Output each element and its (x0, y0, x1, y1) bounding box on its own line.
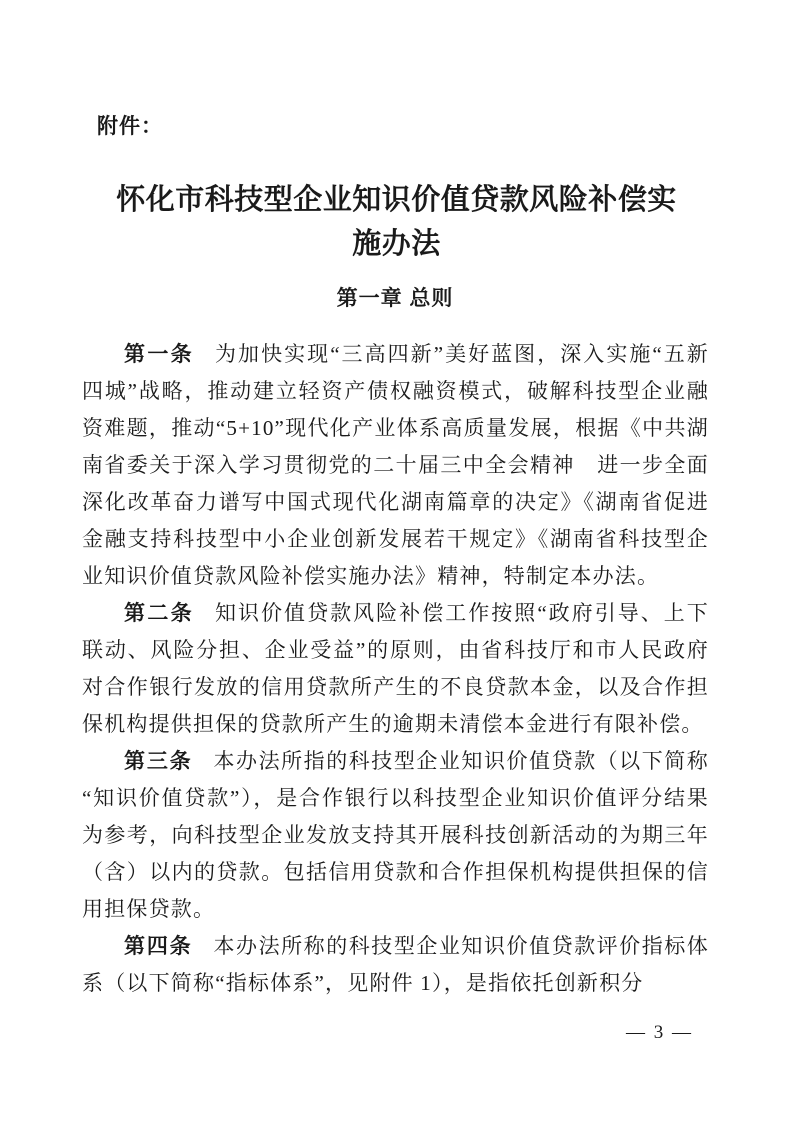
article-paragraph-2 (82, 595, 709, 743)
article-paragraph-4 (82, 928, 709, 1002)
article-1-number: 第一条 (124, 343, 195, 366)
article-2-text: 知识价值贷款风险补偿工作按照“政府引导、上下联动、风险分担、企业受益”的原则，由省科技厅和市人民政府对合作银行发放的信用贷款所产生的不良贷款本金，以及合作担保机构提供担保的贷款所产生的逾期未清偿本金进行有限补偿。 (82, 601, 709, 736)
attachment-label: 附件： (97, 115, 163, 138)
article-4-number: 第四条 (124, 935, 193, 958)
article-paragraph-1 (82, 336, 709, 595)
chapter-heading: 第一章 总则 (336, 287, 454, 310)
document-body (82, 336, 709, 1002)
article-1-text: 为加快实现“三高四新”美好蓝图，深入实施“五新四城”战略，推动建立轻资产债权融资模式，破解科技型企业融资难题，推动“5+10”现代化产业体系高质量发展，根据《中共湖南省委关于深入学习贯彻党的二十届三中全会精神 进一步全面深化改革奋力谱写中国式现代化湖南篇章的决定》《湖南省促进金融支持科技型中小企业创新发展若干规定》《湖南省科技型企业知识价值贷款风险补偿实施办法》精神，特制定本办法。 (82, 342, 710, 588)
article-3-text: 本办法所指的科技型企业知识价值贷款（以下简称“知识价值贷款”），是合作银行以科技型企业知识价值评分结果为参考，向科技型企业发放支持其开展科技创新活动的为期三年（含）以内的贷款。包括信用贷款和合作担保机构提供担保的信用担保贷款。 (82, 749, 709, 921)
article-4-text: 本办法所称的科技型企业知识价值贷款评价指标体系（以下简称“指标体系”，见附件 1），是指依托创新积分 (82, 934, 709, 995)
document-title: 怀化市科技型企业知识价值贷款风险补偿实施办法 (116, 184, 677, 260)
article-2-number: 第二条 (124, 602, 194, 625)
article-3-number: 第三条 (124, 750, 193, 773)
page-number: — 3 — (626, 1022, 693, 1043)
article-paragraph-3 (82, 743, 709, 928)
